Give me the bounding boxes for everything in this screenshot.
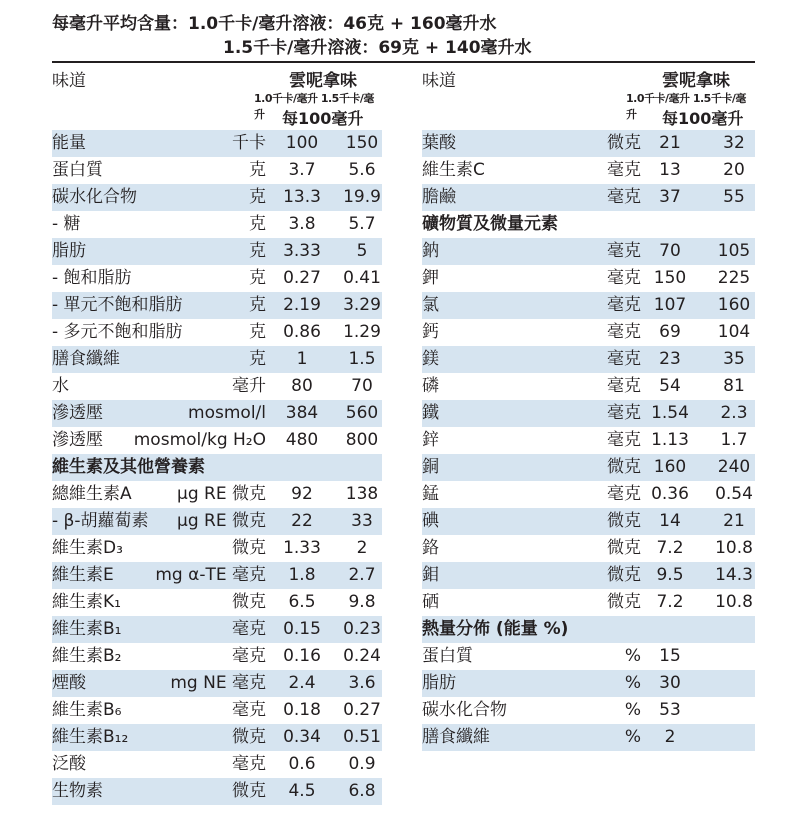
value-1-0-kcal: 6.5 — [288, 592, 316, 612]
value-1-5-kcal: 150 — [345, 133, 379, 153]
nutrient-row — [422, 319, 755, 346]
nutrient-row — [422, 373, 755, 400]
nutrient-unit: mosmol/kg H₂O — [133, 430, 266, 450]
nutrient-name: 碘 — [422, 511, 439, 531]
nutrient-unit: 毫克 — [232, 700, 266, 720]
nutrient-row — [422, 643, 755, 670]
nutrient-name: 鉻 — [422, 538, 439, 558]
value-1-0-kcal: 150 — [653, 268, 687, 288]
nutrient-row — [422, 265, 755, 292]
nutrient-name: 脂肪 — [422, 673, 456, 693]
value-1-5-kcal: 2 — [356, 538, 368, 558]
value-1-0-kcal: 0.34 — [283, 727, 321, 747]
value-1-5-kcal: 10.8 — [715, 538, 753, 558]
value-1-5-kcal: 1.5 — [348, 349, 376, 369]
value-1-0-kcal: 107 — [653, 295, 687, 315]
nutrient-name: 硒 — [422, 592, 439, 612]
value-1-5-kcal: 10.8 — [715, 592, 753, 612]
value-1-5-kcal: 55 — [723, 187, 745, 207]
nutrient-name: 膳食纖維 — [52, 349, 120, 369]
nutrient-name: 能量 — [52, 133, 86, 153]
nutrition-table-right — [422, 66, 755, 751]
value-1-5-kcal: 5.6 — [348, 160, 376, 180]
nutrient-row — [52, 292, 382, 319]
value-1-5-kcal: 5.7 — [348, 214, 376, 234]
nutrient-row — [52, 670, 382, 697]
nutrient-unit: % — [624, 646, 641, 666]
nutrient-row — [422, 670, 755, 697]
value-1-5-kcal: 19.9 — [343, 187, 381, 207]
nutrient-row — [52, 319, 382, 346]
concentration-labels: 1.0千卡/毫升 1.5千卡/毫升 — [254, 92, 374, 121]
section-heading-row — [422, 211, 755, 238]
nutrient-unit: 微克 — [607, 538, 641, 558]
nutrient-unit: 克 — [249, 268, 266, 288]
nutrient-name: 蛋白質 — [422, 646, 473, 666]
nutrient-row — [422, 130, 755, 157]
nutrient-name: 膳食纖維 — [422, 727, 490, 747]
value-1-0-kcal: 7.2 — [656, 592, 684, 612]
nutrient-unit: 克 — [249, 187, 266, 207]
nutrient-unit: 克 — [249, 214, 266, 234]
value-1-5-kcal: 6.8 — [348, 781, 376, 801]
nutrient-unit: 微克 — [607, 133, 641, 153]
nutrient-row — [52, 265, 382, 292]
nutrient-name: 膽鹼 — [422, 187, 456, 207]
value-1-5-kcal: 20 — [723, 160, 745, 180]
nutrient-name: 碳水化合物 — [52, 187, 137, 207]
nutrient-name: 鋅 — [422, 430, 439, 450]
value-1-5-kcal: 2.3 — [720, 403, 748, 423]
nutrient-name: 鉀 — [422, 268, 439, 288]
nutrient-unit: 毫克 — [607, 430, 641, 450]
value-1-5-kcal: 2.7 — [348, 565, 376, 585]
nutrient-row — [52, 508, 382, 535]
nutrient-row — [422, 454, 755, 481]
per-100ml-label: 每100毫升 — [662, 109, 744, 128]
nutrient-name: - 飽和脂肪 — [52, 268, 132, 288]
nutrient-name: 熱量分佈 (能量 %) — [422, 619, 569, 639]
value-1-5-kcal: 0.54 — [715, 484, 753, 504]
nutrient-row — [52, 616, 382, 643]
nutrient-unit: 克 — [249, 160, 266, 180]
value-1-5-kcal: 0.27 — [343, 700, 381, 720]
nutrient-unit: μg RE 微克 — [177, 511, 266, 531]
nutrient-row — [52, 697, 382, 724]
nutrient-row — [52, 130, 382, 157]
value-1-0-kcal: 2.19 — [283, 295, 321, 315]
column-header-left — [52, 66, 382, 130]
nutrient-unit: 克 — [249, 349, 266, 369]
nutrient-row — [422, 184, 755, 211]
nutrient-name: 維生素B₁ — [52, 619, 122, 639]
nutrient-name: - 糖 — [52, 214, 81, 234]
value-1-0-kcal: 22 — [291, 511, 313, 531]
nutrient-name: 鉬 — [422, 565, 439, 585]
nutrient-unit: % — [624, 700, 641, 720]
nutrient-unit: 毫克 — [607, 268, 641, 288]
nutrient-name: - 多元不飽和脂肪 — [52, 322, 183, 342]
header-line-2: 1.5千卡/毫升溶液：69克 + 140毫升水 — [223, 38, 532, 58]
value-1-0-kcal: 0.16 — [283, 646, 321, 666]
nutrient-unit: 毫克 — [607, 160, 641, 180]
nutrient-unit: 毫克 — [607, 403, 641, 423]
value-1-5-kcal: 560 — [345, 403, 379, 423]
value-1-0-kcal: 69 — [659, 322, 681, 342]
nutrient-unit: μg RE 微克 — [177, 484, 266, 504]
value-1-5-kcal: 138 — [345, 484, 379, 504]
nutrient-row — [52, 778, 382, 805]
value-1-5-kcal: 1.7 — [720, 430, 748, 450]
nutrient-name: 維生素及其他營養素 — [52, 457, 205, 477]
nutrient-unit: % — [624, 727, 641, 747]
nutrient-row — [52, 157, 382, 184]
nutrient-unit: 毫克 — [607, 241, 641, 261]
nutrient-unit: mosmol/l — [188, 403, 266, 423]
rows-right — [422, 130, 755, 751]
nutrient-name: 蛋白質 — [52, 160, 103, 180]
value-1-0-kcal: 37 — [659, 187, 681, 207]
nutrient-name: 水 — [52, 376, 69, 396]
value-1-5-kcal: 160 — [717, 295, 751, 315]
value-1-0-kcal: 15 — [659, 646, 681, 666]
value-1-0-kcal: 30 — [659, 673, 681, 693]
nutrient-row — [52, 427, 382, 454]
nutrient-unit: 毫克 — [232, 619, 266, 639]
value-1-5-kcal: 0.24 — [343, 646, 381, 666]
nutrient-name: 煙酸 — [52, 673, 86, 693]
value-1-5-kcal: 105 — [717, 241, 751, 261]
value-1-0-kcal: 21 — [659, 133, 681, 153]
section-heading-row — [422, 616, 755, 643]
nutrient-row — [52, 400, 382, 427]
nutrient-name: 鈉 — [422, 241, 439, 261]
value-1-5-kcal: 1.29 — [343, 322, 381, 342]
value-1-5-kcal: 0.23 — [343, 619, 381, 639]
nutrient-name: 生物素 — [52, 781, 103, 801]
value-1-0-kcal: 9.5 — [656, 565, 684, 585]
nutrient-name: 維生素B₁₂ — [52, 727, 129, 747]
value-1-0-kcal: 0.15 — [283, 619, 321, 639]
nutrient-name: 維生素B₂ — [52, 646, 122, 666]
value-1-5-kcal: 240 — [717, 457, 751, 477]
nutrient-row — [422, 238, 755, 265]
value-1-5-kcal: 225 — [717, 268, 751, 288]
serving-header — [52, 12, 532, 60]
nutrient-name: - 單元不飽和脂肪 — [52, 295, 183, 315]
nutrient-unit: 微克 — [607, 457, 641, 477]
value-1-5-kcal: 5 — [356, 241, 368, 261]
value-1-0-kcal: 13 — [659, 160, 681, 180]
nutrient-name: 鈣 — [422, 322, 439, 342]
nutrient-unit: mg NE 毫克 — [170, 673, 266, 693]
nutrient-unit: 毫克 — [607, 295, 641, 315]
nutrient-row — [422, 562, 755, 589]
value-1-5-kcal: 14.3 — [715, 565, 753, 585]
flavor-name: 雲呢拿味 — [662, 71, 730, 91]
nutrition-table-left — [52, 66, 382, 805]
value-1-0-kcal: 92 — [291, 484, 313, 504]
value-1-0-kcal: 70 — [659, 241, 681, 261]
nutrient-row — [52, 184, 382, 211]
nutrient-row — [422, 400, 755, 427]
value-1-0-kcal: 53 — [659, 700, 681, 720]
nutrient-name: 滲透壓 — [52, 430, 103, 450]
nutrient-name: 銅 — [422, 457, 439, 477]
nutrient-unit: 微克 — [232, 592, 266, 612]
nutrient-name: 錳 — [422, 484, 439, 504]
nutrient-unit: 微克 — [232, 538, 266, 558]
nutrient-name: - β-胡蘿蔔素 — [52, 511, 149, 531]
value-1-0-kcal: 14 — [659, 511, 681, 531]
value-1-0-kcal: 0.6 — [288, 754, 316, 774]
section-heading-row — [52, 454, 382, 481]
value-1-0-kcal: 0.86 — [283, 322, 321, 342]
flavor-name: 雲呢拿味 — [289, 71, 357, 91]
nutrient-row — [422, 481, 755, 508]
value-1-0-kcal: 100 — [285, 133, 319, 153]
nutrient-row — [422, 535, 755, 562]
flavor-label: 味道 — [52, 71, 86, 91]
nutrient-row — [422, 724, 755, 751]
nutrient-name: 泛酸 — [52, 754, 86, 774]
nutrient-name: 礦物質及微量元素 — [422, 214, 558, 234]
column-header-right — [422, 66, 755, 130]
nutrient-unit: 毫克 — [607, 349, 641, 369]
nutrient-unit: 克 — [249, 241, 266, 261]
value-1-5-kcal: 33 — [351, 511, 373, 531]
value-1-0-kcal: 1.8 — [288, 565, 316, 585]
concentration-labels: 1.0千卡/毫升 1.5千卡/毫升 — [626, 92, 746, 121]
value-1-0-kcal: 1.13 — [651, 430, 689, 450]
nutrient-row — [52, 535, 382, 562]
value-1-5-kcal: 70 — [351, 376, 373, 396]
value-1-0-kcal: 13.3 — [283, 187, 321, 207]
nutrient-name: 葉酸 — [422, 133, 456, 153]
rows-left — [52, 130, 382, 805]
value-1-0-kcal: 80 — [291, 376, 313, 396]
value-1-0-kcal: 0.27 — [283, 268, 321, 288]
nutrient-name: 總維生素A — [52, 484, 132, 504]
nutrient-name: 滲透壓 — [52, 403, 103, 423]
nutrient-unit: 千卡 — [232, 133, 266, 153]
nutrient-name: 維生素E — [52, 565, 114, 585]
value-1-5-kcal: 3.29 — [343, 295, 381, 315]
value-1-5-kcal: 0.41 — [343, 268, 381, 288]
value-1-0-kcal: 3.7 — [288, 160, 316, 180]
nutrient-name: 鐵 — [422, 403, 439, 423]
nutrient-unit: 毫克 — [607, 187, 641, 207]
value-1-0-kcal: 4.5 — [288, 781, 316, 801]
nutrient-row — [52, 562, 382, 589]
value-1-5-kcal: 21 — [723, 511, 745, 531]
nutrient-row — [422, 292, 755, 319]
value-1-5-kcal: 35 — [723, 349, 745, 369]
nutrient-unit: 微克 — [232, 727, 266, 747]
nutrient-row — [52, 373, 382, 400]
nutrient-row — [422, 427, 755, 454]
value-1-5-kcal: 800 — [345, 430, 379, 450]
nutrient-row — [422, 697, 755, 724]
nutrient-row — [52, 346, 382, 373]
value-1-0-kcal: 1 — [296, 349, 308, 369]
nutrient-row — [422, 157, 755, 184]
nutrient-row — [52, 751, 382, 778]
value-1-5-kcal: 81 — [723, 376, 745, 396]
nutrient-name: 維生素K₁ — [52, 592, 121, 612]
nutrient-row — [422, 346, 755, 373]
value-1-5-kcal: 0.51 — [343, 727, 381, 747]
nutrient-row — [52, 724, 382, 751]
nutrient-unit: 微克 — [607, 565, 641, 585]
nutrient-row — [422, 508, 755, 535]
nutrient-row — [52, 643, 382, 670]
nutrient-unit: 毫克 — [607, 484, 641, 504]
value-1-0-kcal: 3.33 — [283, 241, 321, 261]
value-1-0-kcal: 54 — [659, 376, 681, 396]
value-1-5-kcal: 0.9 — [348, 754, 376, 774]
nutrient-name: 維生素B₆ — [52, 700, 122, 720]
nutrient-row — [52, 238, 382, 265]
nutrient-name: 脂肪 — [52, 241, 86, 261]
value-1-0-kcal: 480 — [285, 430, 319, 450]
nutrient-unit: 毫升 — [232, 376, 266, 396]
header-rule — [52, 61, 755, 63]
nutrient-unit: 微克 — [232, 781, 266, 801]
nutrient-unit: 毫克 — [232, 646, 266, 666]
nutrient-unit: 克 — [249, 295, 266, 315]
value-1-0-kcal: 1.33 — [283, 538, 321, 558]
nutrient-unit: 微克 — [607, 592, 641, 612]
nutrient-unit: 毫克 — [232, 754, 266, 774]
nutrient-row — [422, 589, 755, 616]
nutrient-unit: % — [624, 673, 641, 693]
value-1-5-kcal: 104 — [717, 322, 751, 342]
value-1-0-kcal: 2 — [664, 727, 676, 747]
value-1-0-kcal: 7.2 — [656, 538, 684, 558]
value-1-0-kcal: 0.36 — [651, 484, 689, 504]
nutrient-row — [52, 211, 382, 238]
value-1-0-kcal: 384 — [285, 403, 319, 423]
per-100ml-label: 每100毫升 — [282, 109, 364, 128]
nutrient-unit: 微克 — [607, 511, 641, 531]
value-1-5-kcal: 3.6 — [348, 673, 376, 693]
value-1-0-kcal: 160 — [653, 457, 687, 477]
nutrient-name: 碳水化合物 — [422, 700, 507, 720]
nutrient-unit: 毫克 — [607, 376, 641, 396]
nutrient-unit: 毫克 — [607, 322, 641, 342]
value-1-0-kcal: 2.4 — [288, 673, 316, 693]
nutrient-unit: 克 — [249, 322, 266, 342]
value-1-0-kcal: 3.8 — [288, 214, 316, 234]
value-1-0-kcal: 23 — [659, 349, 681, 369]
nutrient-name: 磷 — [422, 376, 439, 396]
nutrient-name: 維生素D₃ — [52, 538, 123, 558]
nutrient-row — [52, 589, 382, 616]
value-1-0-kcal: 1.54 — [651, 403, 689, 423]
value-1-5-kcal: 32 — [723, 133, 745, 153]
flavor-label: 味道 — [422, 71, 456, 91]
value-1-0-kcal: 0.18 — [283, 700, 321, 720]
nutrient-unit: mg α-TE 毫克 — [155, 565, 266, 585]
value-1-5-kcal: 9.8 — [348, 592, 376, 612]
header-line-1: 每毫升平均含量：1.0千卡/毫升溶液：46克 + 160毫升水 — [52, 14, 497, 34]
nutrient-row — [52, 481, 382, 508]
nutrient-name: 鎂 — [422, 349, 439, 369]
nutrient-name: 氯 — [422, 295, 439, 315]
nutrient-name: 維生素C — [422, 160, 485, 180]
